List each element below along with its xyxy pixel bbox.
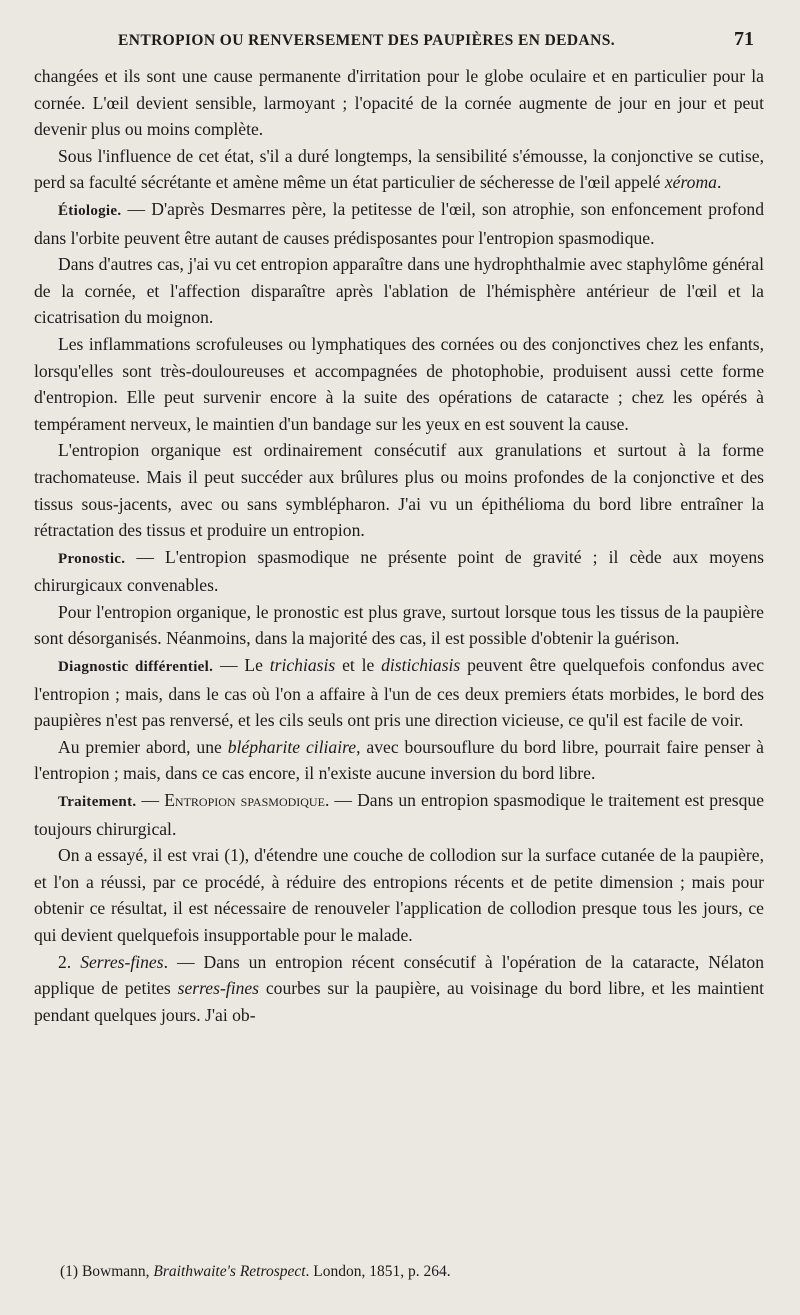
page-header xyxy=(0,28,800,58)
section-heading-diagnostic: Diagnostic différentiel. xyxy=(58,659,214,676)
paragraph-pronostic-text: — L'entropion spasmodique ne présente point de gravité ; il cède aux moyens chirurgicaux convenables. xyxy=(34,546,764,596)
paragraph-2-end: . xyxy=(716,172,722,193)
paragraph-diagnostic-text-1: — Le xyxy=(213,655,270,676)
footnote-text-1: (1) Bowmann, xyxy=(60,1263,154,1280)
page-number: 71 xyxy=(734,28,754,50)
paragraph-10-text-2: , avec boursouflure du bord libre, pourrait faire penser à l'entropion ; mais, dans ce cas encore, il n'existe aucune inversion du bord libre. xyxy=(34,736,764,784)
paragraph-12-text: On a essayé, il est vrai (1), d'étendre une couche de collodion sur la surface cutanée de la paupière, et l'on a réussi, par ce procédé, à réduire des entropions récents et de petite dimension ; mais pour obtenir ce résultat, il est nécessaire de renouveler l'application de collodion presque tous les jours, ce qui devient quelquefois insupportable pour le malade. xyxy=(34,845,764,945)
paragraph-6-text: L'entropion organique est ordinairement consécutif aux granulations et surtout à la forme trachomateuse. Mais il peut succéder aux brûlures plus ou moins profondes de la conjonctive et des tissus sous-jacents, avec ou sans symblépharon. J'ai vu un épithélioma du bord libre entraîner la rétractation des tissus et produire un entropion. xyxy=(34,440,764,541)
paragraph-6 xyxy=(34,437,764,543)
footnote-text-2: . London, 1851, p. 264. xyxy=(305,1263,451,1280)
paragraph-10-text-1: Au premier abord, une xyxy=(58,736,228,757)
paragraph-traitement-dash: — xyxy=(136,790,165,811)
footnote-source-title: Braithwaite's Retrospect xyxy=(153,1263,306,1280)
paragraph-5-text: Les inflammations scrofuleuses ou lymphatiques des cornées ou des conjonctives chez les enfants, lorsqu'elles sont très-douloureuses et accompagnées de photophobie, produisent aussi cette forme d'entropion. Elle peut survenir encore à la suite des opérations de cataracte ; chez les opérés à tempérament nerveux, le maintien d'un bandage sur les yeux en est souvent la cause. xyxy=(34,333,764,434)
paragraph-1-text: changées et ils sont une cause permanente d'irritation pour le globe oculaire et en particulier pour la cornée. L'œil devient sensible, larmoyant ; l'opacité de la cornée augmente de jour en jour et peut devenir plus ou moins complète. xyxy=(34,66,764,140)
page-body xyxy=(34,63,764,1028)
paragraph-13-text-1: . — Dans un entropion récent consécutif à l'opération de la cataracte, Nélaton applique de petites xyxy=(34,951,765,999)
paragraph-5 xyxy=(34,331,764,437)
footnote xyxy=(60,1263,760,1281)
term-trichiasis: trichiasis xyxy=(269,655,336,676)
term-distichiasis: distichiasis xyxy=(381,655,461,676)
paragraph-13 xyxy=(34,949,764,1029)
subheading-entropion-spasmodique: Entropion spasmodique xyxy=(164,790,325,811)
paragraph-8 xyxy=(34,599,764,652)
paragraph-1 xyxy=(34,63,764,143)
term-blepharite-ciliaire: blépharite ciliaire xyxy=(227,736,357,757)
paragraph-13-text-2: courbes sur la paupière, au voisinage du bord libre, et les maintient pendant quelques jours. J'ai ob- xyxy=(34,978,764,1025)
paragraph-etiologie xyxy=(34,196,764,251)
paragraph-diagnostic-text-3: peuvent être quelquefois confondus avec l'entropion ; mais, dans le cas où l'on a affaire à l'un de ces deux premiers états morbides, le bord des paupières n'est pas renversé, et les cils seuls ont pris une direction vicieuse, ce qu'il est facile de voir. xyxy=(34,655,765,731)
paragraph-10 xyxy=(34,734,764,787)
paragraph-diagnostic-text-2: et le xyxy=(335,655,382,676)
paragraph-13-number: 2. xyxy=(58,951,81,972)
paragraph-traitement xyxy=(34,787,764,842)
paragraph-2 xyxy=(34,143,764,196)
section-heading-pronostic: Pronostic. xyxy=(58,550,126,567)
paragraph-2-text: Sous l'influence de cet état, s'il a duré longtemps, la sensibilité s'émousse, la conjonctive se cutise, perd sa faculté sécrétante et amène même un état particulier de sécheresse de l'œil appelé xyxy=(34,145,764,193)
term-serres-fines: serres-fines xyxy=(177,978,260,999)
paragraph-4-text: Dans d'autres cas, j'ai vu cet entropion apparaître dans une hydrophthalmie avec staphylôme général de la cornée, et l'affection disparaître après l'ablation de l'hémisphère antérieur de l'œil et la cicatrisation du moignon. xyxy=(34,254,764,328)
paragraph-traitement-text: . — Dans un entropion spasmodique le traitement est presque toujours chirurgical. xyxy=(34,790,765,839)
paragraph-8-text: Pour l'entropion organique, le pronostic est plus grave, surtout lorsque tous les tissus de la paupière sont désorganisés. Néanmoins, dans la majorité des cas, il est possible d'obtenir la guérison. xyxy=(34,601,764,649)
paragraph-diagnostic xyxy=(34,652,764,734)
running-head: ENTROPION OU RENVERSEMENT DES PAUPIÈRES EN DEDANS. xyxy=(118,32,615,49)
section-heading-etiologie: Étiologie. xyxy=(58,202,122,219)
paragraph-12 xyxy=(34,842,764,948)
paragraph-etiologie-text: — D'après Desmarres père, la petitesse de l'œil, son atrophie, son enfoncement profond dans l'orbite peuvent être autant de causes prédisposantes pour l'entropion spasmodique. xyxy=(34,198,764,248)
paragraph-4 xyxy=(34,251,764,331)
term-xeroma: xéroma xyxy=(664,172,717,193)
paragraph-pronostic xyxy=(34,544,764,599)
section-heading-traitement: Traitement. xyxy=(58,794,137,811)
term-serres-fines-heading: Serres-fines xyxy=(80,951,164,972)
